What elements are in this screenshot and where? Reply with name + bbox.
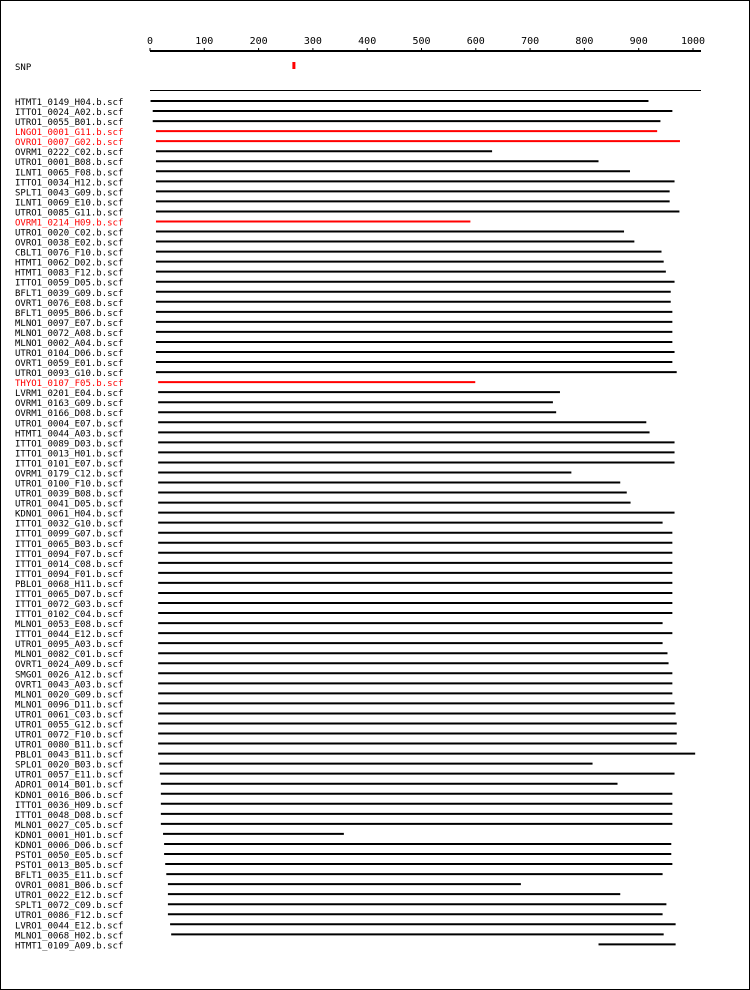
read-name: PBLO1_0043_B11.b.scf <box>15 750 124 761</box>
read-name: BFLT1_0039_G09.b.scf <box>15 288 124 299</box>
read-name: SMGO1_0026_A12.b.scf <box>15 670 124 681</box>
read-row <box>15 570 672 580</box>
read-row <box>15 198 670 208</box>
read-name: HTMT1_0149_H04.b.scf <box>15 98 124 108</box>
read-name: PBLO1_0068_H11.b.scf <box>15 579 124 590</box>
read-name: KDNO1_0016_B06.b.scf <box>15 790 124 801</box>
read-name: ITTO1_0065_D07.b.scf <box>15 589 124 600</box>
read-row <box>15 168 630 178</box>
read-name: ITTO1_0032_G10.b.scf <box>15 519 124 530</box>
snp-track <box>15 62 295 73</box>
read-row <box>15 349 675 359</box>
read-name: UTRO1_0004_E07.b.scf <box>15 419 124 430</box>
read-row <box>15 781 618 791</box>
read-name: MLNO1_0082_C01.b.scf <box>15 650 124 661</box>
read-name: LVRM1_0201_E04.b.scf <box>15 389 124 400</box>
read-row <box>15 881 521 891</box>
read-name: OVRM1_0163_G09.b.scf <box>15 399 124 410</box>
read-name: SPLT1_0043_G09.b.scf <box>15 188 124 199</box>
read-name: HTMT1_0109_A09.b.scf <box>15 941 124 952</box>
read-name: UTRO1_0095_A03.b.scf <box>15 640 124 651</box>
read-name: HTMT1_0083_F12.b.scf <box>15 268 124 279</box>
read-row <box>15 319 672 329</box>
read-row <box>15 771 675 781</box>
read-row <box>15 429 650 439</box>
read-row <box>15 178 675 188</box>
read-name: ITTO1_0101_E07.b.scf <box>15 459 124 470</box>
snp-label: SNP <box>15 63 32 73</box>
read-name: ITTO1_0094_F07.b.scf <box>15 549 124 560</box>
read-name: MLNO1_0068_H02.b.scf <box>15 931 124 942</box>
read-name: UTRO1_0055_G12.b.scf <box>15 720 124 731</box>
read-name: ITTO1_0044_E12.b.scf <box>15 630 124 641</box>
read-row <box>15 299 671 309</box>
read-row <box>15 630 672 640</box>
read-row <box>15 389 560 399</box>
read-name: UTRO1_0022_E12.b.scf <box>15 891 124 902</box>
read-row <box>15 861 672 871</box>
read-row <box>15 700 675 710</box>
read-name: SPLT1_0072_C09.b.scf <box>15 901 124 912</box>
read-name: CBLT1_0076_F10.b.scf <box>15 248 124 259</box>
read-row <box>15 650 667 660</box>
axis-tick-label: 100 <box>195 36 214 47</box>
read-row <box>15 891 620 901</box>
read-row <box>15 690 672 700</box>
read-row <box>15 490 627 500</box>
read-name: OVRM1_0179_C12.b.scf <box>15 469 124 480</box>
read-row <box>15 550 672 560</box>
read-name: LVRO1_0044_E12.b.scf <box>15 921 124 932</box>
read-name: UTRO1_0085_G11.b.scf <box>15 208 124 219</box>
read-name: OVRT1_0043_A03.b.scf <box>15 680 124 691</box>
read-row <box>15 218 470 228</box>
read-name: MLNO1_0020_G09.b.scf <box>15 690 124 701</box>
read-name: MLNO1_0072_A08.b.scf <box>15 328 124 339</box>
read-row <box>15 128 657 138</box>
read-row <box>15 259 664 269</box>
read-row <box>15 249 662 259</box>
read-name: UTRO1_0061_C03.b.scf <box>15 710 124 721</box>
read-name: ITTO1_0065_B03.b.scf <box>15 539 124 550</box>
read-name: ITTO1_0014_C08.b.scf <box>15 559 124 570</box>
read-name: UTRO1_0055_B01.b.scf <box>15 118 124 129</box>
read-name: PSTO1_0050_E05.b.scf <box>15 851 124 861</box>
read-name: ITTO1_0034_H12.b.scf <box>15 178 124 189</box>
read-name: MLNO1_0096_D11.b.scf <box>15 700 124 711</box>
read-name: ITTO1_0072_G03.b.scf <box>15 600 124 610</box>
read-row <box>15 680 672 690</box>
read-row <box>15 359 672 369</box>
read-row <box>15 580 672 590</box>
read-row <box>15 138 680 148</box>
read-row <box>15 600 672 610</box>
axis-tick-label: 400 <box>358 36 377 47</box>
read-row <box>15 590 672 600</box>
read-row <box>15 560 672 570</box>
read-row <box>15 309 672 319</box>
read-name: UTRO1_0080_B11.b.scf <box>15 740 124 751</box>
read-row <box>15 660 669 670</box>
read-row <box>15 901 666 911</box>
read-name: MLNO1_0053_E08.b.scf <box>15 620 124 631</box>
read-name: ADRO1_0014_B01.b.scf <box>15 780 124 791</box>
read-row <box>15 801 672 811</box>
read-row <box>15 419 646 429</box>
read-row <box>15 239 634 249</box>
read-row <box>15 640 663 650</box>
read-row <box>15 791 672 801</box>
read-row <box>15 339 672 349</box>
read-name: UTRO1_0100_F10.b.scf <box>15 479 124 490</box>
read-name: KDNO1_0006_D06.b.scf <box>15 840 124 851</box>
axis-tick-label: 700 <box>521 36 540 47</box>
read-row <box>15 540 672 550</box>
read-row <box>15 269 666 279</box>
read-row <box>15 530 672 540</box>
read-row <box>15 229 624 239</box>
axis-tick-label: 200 <box>249 36 268 47</box>
read-name: ITTO1_0099_G07.b.scf <box>15 529 124 540</box>
position-axis <box>147 36 705 51</box>
read-row <box>15 158 599 168</box>
read-row <box>15 379 475 389</box>
read-name: ILNT1_0069_E10.b.scf <box>15 198 124 209</box>
read-name: MLNO1_0097_E07.b.scf <box>15 318 124 329</box>
read-name: ITTO1_0059_D05.b.scf <box>15 278 124 289</box>
read-name: UTRO1_0020_C02.b.scf <box>15 228 124 239</box>
read-name: OVRM1_0214_H09.b.scf <box>15 218 124 229</box>
read-name: ILNT1_0065_F08.b.scf <box>15 168 124 179</box>
snp-marker <box>292 62 295 69</box>
read-name: HTMT1_0044_A03.b.scf <box>15 429 124 440</box>
read-name: OVRO1_0007_G02.b.scf <box>15 138 124 149</box>
read-row <box>15 329 672 339</box>
read-row <box>15 821 672 831</box>
read-row <box>15 439 675 449</box>
axis-tick-label: 1000 <box>680 36 706 47</box>
axis-tick-label: 300 <box>303 36 322 47</box>
read-row <box>15 761 593 771</box>
read-row <box>15 279 675 289</box>
read-name: PSTO1_0013_B05.b.scf <box>15 861 124 872</box>
read-row <box>15 931 664 941</box>
read-name: ITTO1_0048_D08.b.scf <box>15 810 124 821</box>
read-row <box>15 500 631 510</box>
read-row <box>15 841 671 851</box>
axis-tick-label: 600 <box>466 36 485 47</box>
read-row <box>15 108 672 118</box>
read-name: THYO1_0107_F05.b.scf <box>15 379 124 390</box>
read-row <box>15 469 571 479</box>
read-name: OVRT1_0076_E08.b.scf <box>15 298 124 309</box>
read-list <box>15 98 695 951</box>
read-name: ITTO1_0036_H09.b.scf <box>15 800 124 811</box>
read-name: UTRO1_0039_B08.b.scf <box>15 489 124 500</box>
read-row <box>15 480 620 490</box>
read-row <box>15 369 677 379</box>
read-name: OVRT1_0024_A09.b.scf <box>15 660 124 671</box>
read-row <box>15 98 648 108</box>
read-name: BFLT1_0035_E11.b.scf <box>15 871 124 882</box>
read-name: OVRT1_0059_E01.b.scf <box>15 359 124 370</box>
read-name: UTRO1_0001_B08.b.scf <box>15 158 124 169</box>
read-name: KDNO1_0061_H04.b.scf <box>15 509 124 520</box>
read-name: UTRO1_0086_F12.b.scf <box>15 911 124 922</box>
read-name: HTMT1_0062_D02.b.scf <box>15 258 124 269</box>
axis-tick-label: 800 <box>575 36 594 47</box>
read-row <box>15 399 553 409</box>
read-row <box>15 720 677 730</box>
read-name: BFLT1_0095_B06.b.scf <box>15 308 124 319</box>
read-row <box>15 289 671 299</box>
read-name: OVRM1_0222_C02.b.scf <box>15 148 124 159</box>
read-row <box>15 610 672 620</box>
read-name: UTRO1_0057_E11.b.scf <box>15 770 124 781</box>
read-name: MLNO1_0027_C05.b.scf <box>15 820 124 831</box>
read-row <box>15 208 679 218</box>
read-row <box>15 409 556 419</box>
read-name: SPLO1_0020_B03.b.scf <box>15 760 124 771</box>
axis-tick-label: 900 <box>629 36 648 47</box>
read-name: OVRO1_0081_B06.b.scf <box>15 881 124 892</box>
read-row <box>15 188 670 198</box>
read-row <box>15 851 671 861</box>
read-name: MLNO1_0002_A04.b.scf <box>15 338 124 349</box>
read-row <box>15 449 675 459</box>
read-name: ITTO1_0094_F01.b.scf <box>15 569 124 580</box>
read-row <box>15 620 663 630</box>
read-name: ITTO1_0089_D03.b.scf <box>15 439 124 450</box>
read-row <box>15 751 695 761</box>
read-name: KDNO1_0001_H01.b.scf <box>15 830 124 841</box>
read-row <box>15 670 672 680</box>
read-name: LNGO1_0001_G11.b.scf <box>15 128 124 139</box>
read-row <box>15 871 663 881</box>
read-row <box>15 811 672 821</box>
read-row <box>15 941 676 951</box>
read-row <box>15 741 677 751</box>
read-row <box>15 911 663 921</box>
axis-tick-label: 0 <box>146 36 154 47</box>
read-row <box>15 118 660 128</box>
read-name: UTRO1_0041_D05.b.scf <box>15 499 124 510</box>
read-name: UTRO1_0104_D06.b.scf <box>15 349 124 359</box>
read-name: ITTO1_0024_A02.b.scf <box>15 108 124 119</box>
read-row <box>15 148 492 158</box>
axis-tick-label: 500 <box>412 36 431 47</box>
read-row <box>15 831 344 841</box>
read-row <box>15 731 677 741</box>
read-name: UTRO1_0093_G10.b.scf <box>15 369 124 380</box>
read-alignment-diagram <box>1 1 749 989</box>
read-row <box>15 459 675 469</box>
read-name: OVRM1_0166_D08.b.scf <box>15 409 124 420</box>
read-row <box>15 520 663 530</box>
read-name: UTRO1_0072_F10.b.scf <box>15 730 124 741</box>
read-row <box>15 710 676 720</box>
read-name: OVRO1_0038_E02.b.scf <box>15 238 124 249</box>
read-name: ITTO1_0102_C04.b.scf <box>15 610 124 621</box>
read-name: ITTO1_0013_H01.b.scf <box>15 449 124 460</box>
read-row <box>15 510 675 520</box>
read-row <box>15 921 676 931</box>
